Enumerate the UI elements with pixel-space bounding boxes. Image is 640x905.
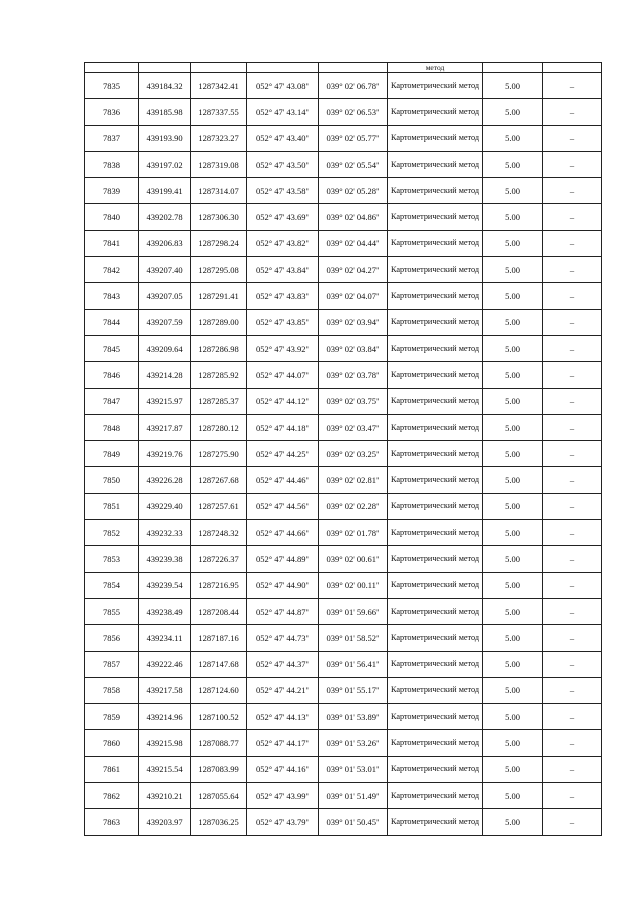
cell-method: Картометрический метод [388, 335, 483, 361]
cell-method: Картометрический метод [388, 283, 483, 309]
cell-y: 1287306.30 [191, 204, 247, 230]
cell-latitude: 052° 47' 43.84" [247, 257, 319, 283]
cell-longitude: 039° 02' 06.53" [319, 99, 388, 125]
cell-method: Картометрический метод [388, 467, 483, 493]
cell-error: 5.00 [483, 362, 543, 388]
cell-y: 1287088.77 [191, 730, 247, 756]
cell-x: 439214.28 [139, 362, 191, 388]
cell-y: 1287319.08 [191, 151, 247, 177]
table-row [85, 151, 602, 177]
cell-longitude: 039° 01' 50.45" [319, 809, 388, 835]
cell-method: Картометрический метод [388, 414, 483, 440]
cell-longitude: 039° 02' 06.78" [319, 73, 388, 99]
cell-y: 1287208.44 [191, 598, 247, 624]
cell-longitude: 039° 02' 05.77" [319, 125, 388, 151]
cell-x: 439214.96 [139, 704, 191, 730]
cell-y: 1287036.25 [191, 809, 247, 835]
cell-x: 439185.98 [139, 99, 191, 125]
cell-x: 439207.05 [139, 283, 191, 309]
cell-x: 439217.58 [139, 677, 191, 703]
cell-longitude: 039° 01' 51.49" [319, 783, 388, 809]
cell-note: – [543, 467, 602, 493]
cell-y: 1287100.52 [191, 704, 247, 730]
cell-x: 439197.02 [139, 151, 191, 177]
cell-x: 439206.83 [139, 230, 191, 256]
cell-error: 5.00 [483, 178, 543, 204]
cell-error: 5.00 [483, 783, 543, 809]
cell-y: 1287275.90 [191, 441, 247, 467]
cell-method: Картометрический метод [388, 151, 483, 177]
cell-note [543, 63, 602, 73]
cell-x: 439234.11 [139, 625, 191, 651]
cell-method: Картометрический метод [388, 178, 483, 204]
cell-x: 439207.40 [139, 257, 191, 283]
cell-longitude: 039° 02' 02.81" [319, 467, 388, 493]
table-row [85, 809, 602, 835]
table-row [85, 362, 602, 388]
cell-y [191, 63, 247, 73]
cell-note: – [543, 388, 602, 414]
cell-error: 5.00 [483, 99, 543, 125]
table-row [85, 783, 602, 809]
cell-method: Картометрический метод [388, 809, 483, 835]
cell-error: 5.00 [483, 414, 543, 440]
cell-longitude: 039° 02' 02.28" [319, 493, 388, 519]
cell-latitude: 052° 47' 43.99" [247, 783, 319, 809]
cell-error: 5.00 [483, 730, 543, 756]
cell-longitude [319, 63, 388, 73]
cell-point-number: 7853 [85, 546, 139, 572]
cell-note: – [543, 493, 602, 519]
cell-x: 439215.98 [139, 730, 191, 756]
cell-error: 5.00 [483, 467, 543, 493]
table-row [85, 414, 602, 440]
cell-y: 1287295.08 [191, 257, 247, 283]
table-row [85, 493, 602, 519]
table-row [85, 178, 602, 204]
cell-y: 1287055.64 [191, 783, 247, 809]
cell-note: – [543, 362, 602, 388]
cell-note: – [543, 73, 602, 99]
cell-note: – [543, 309, 602, 335]
cell-y: 1287083.99 [191, 756, 247, 782]
cell-point-number: 7850 [85, 467, 139, 493]
cell-note: – [543, 178, 602, 204]
cell-latitude: 052° 47' 43.79" [247, 809, 319, 835]
cell-method: Картометрический метод [388, 704, 483, 730]
cell-longitude: 039° 02' 03.75" [319, 388, 388, 414]
cell-method: Картометрический метод [388, 230, 483, 256]
cell-y: 1287323.27 [191, 125, 247, 151]
cell-note: – [543, 520, 602, 546]
cell-method: Картометрический метод [388, 651, 483, 677]
cell-error: 5.00 [483, 704, 543, 730]
cell-point-number: 7851 [85, 493, 139, 519]
cell-x [139, 63, 191, 73]
cell-point-number: 7862 [85, 783, 139, 809]
cell-longitude: 039° 01' 53.01" [319, 756, 388, 782]
cell-note: – [543, 335, 602, 361]
cell-longitude: 039° 01' 56.41" [319, 651, 388, 677]
cell-latitude: 052° 47' 44.25" [247, 441, 319, 467]
cell-error: 5.00 [483, 441, 543, 467]
cell-longitude: 039° 02' 00.61" [319, 546, 388, 572]
table-row [85, 730, 602, 756]
cell-y: 1287124.60 [191, 677, 247, 703]
cell-latitude: 052° 47' 43.82" [247, 230, 319, 256]
cell-note: – [543, 204, 602, 230]
cell-longitude: 039° 02' 04.86" [319, 204, 388, 230]
cell-error: 5.00 [483, 677, 543, 703]
cell-note: – [543, 230, 602, 256]
cell-latitude: 052° 47' 44.13" [247, 704, 319, 730]
cell-longitude: 039° 02' 01.78" [319, 520, 388, 546]
cell-longitude: 039° 01' 53.26" [319, 730, 388, 756]
cell-point-number [85, 63, 139, 73]
cell-x: 439217.87 [139, 414, 191, 440]
cell-y: 1287147.68 [191, 651, 247, 677]
cell-latitude: 052° 47' 44.16" [247, 756, 319, 782]
cell-y: 1287314.07 [191, 178, 247, 204]
cell-method: метод [388, 63, 483, 73]
cell-error: 5.00 [483, 283, 543, 309]
table-row [85, 625, 602, 651]
cell-latitude: 052° 47' 44.17" [247, 730, 319, 756]
cell-note: – [543, 546, 602, 572]
cell-y: 1287257.61 [191, 493, 247, 519]
cell-note: – [543, 151, 602, 177]
cell-method: Картометрический метод [388, 520, 483, 546]
cell-longitude: 039° 02' 04.07" [319, 283, 388, 309]
cell-latitude: 052° 47' 43.83" [247, 283, 319, 309]
cell-note: – [543, 730, 602, 756]
cell-longitude: 039° 01' 58.52" [319, 625, 388, 651]
cell-y: 1287267.68 [191, 467, 247, 493]
cell-note: – [543, 572, 602, 598]
cell-error: 5.00 [483, 546, 543, 572]
table-row [85, 335, 602, 361]
cell-point-number: 7849 [85, 441, 139, 467]
table-row [85, 257, 602, 283]
table-row [85, 572, 602, 598]
cell-point-number: 7858 [85, 677, 139, 703]
cell-method: Картометрический метод [388, 572, 483, 598]
cell-x: 439184.32 [139, 73, 191, 99]
cell-x: 439219.76 [139, 441, 191, 467]
cell-method: Картометрический метод [388, 493, 483, 519]
cell-point-number: 7855 [85, 598, 139, 624]
cell-error: 5.00 [483, 572, 543, 598]
cell-point-number: 7856 [85, 625, 139, 651]
cell-method: Картометрический метод [388, 783, 483, 809]
cell-latitude: 052° 47' 43.08" [247, 73, 319, 99]
cell-note: – [543, 99, 602, 125]
cell-error: 5.00 [483, 651, 543, 677]
table-row [85, 467, 602, 493]
cell-longitude: 039° 01' 55.17" [319, 677, 388, 703]
cell-point-number: 7838 [85, 151, 139, 177]
cell-method: Картометрический метод [388, 362, 483, 388]
cell-method: Картометрический метод [388, 73, 483, 99]
cell-note: – [543, 257, 602, 283]
cell-x: 439226.28 [139, 467, 191, 493]
cell-longitude: 039° 01' 53.89" [319, 704, 388, 730]
cell-note: – [543, 704, 602, 730]
cell-point-number: 7861 [85, 756, 139, 782]
cell-point-number: 7845 [85, 335, 139, 361]
coordinates-table [84, 62, 602, 836]
cell-method: Картометрический метод [388, 677, 483, 703]
cell-x: 439209.64 [139, 335, 191, 361]
cell-longitude: 039° 02' 03.94" [319, 309, 388, 335]
cell-error: 5.00 [483, 388, 543, 414]
cell-y: 1287216.95 [191, 572, 247, 598]
cell-point-number: 7852 [85, 520, 139, 546]
cell-error: 5.00 [483, 230, 543, 256]
cell-method: Картометрический метод [388, 309, 483, 335]
cell-latitude: 052° 47' 44.21" [247, 677, 319, 703]
cell-y: 1287286.98 [191, 335, 247, 361]
cell-point-number: 7857 [85, 651, 139, 677]
cell-point-number: 7847 [85, 388, 139, 414]
cell-longitude: 039° 02' 04.44" [319, 230, 388, 256]
cell-y: 1287289.00 [191, 309, 247, 335]
cell-latitude: 052° 47' 43.14" [247, 99, 319, 125]
cell-error: 5.00 [483, 151, 543, 177]
cell-error [483, 63, 543, 73]
table-row [85, 99, 602, 125]
cell-longitude: 039° 02' 05.54" [319, 151, 388, 177]
table-body [85, 63, 602, 836]
cell-x: 439238.49 [139, 598, 191, 624]
cell-y: 1287298.24 [191, 230, 247, 256]
cell-latitude: 052° 47' 44.12" [247, 388, 319, 414]
cell-note: – [543, 414, 602, 440]
cell-point-number: 7848 [85, 414, 139, 440]
table-row [85, 520, 602, 546]
cell-note: – [543, 783, 602, 809]
cell-x: 439229.40 [139, 493, 191, 519]
cell-longitude: 039° 02' 00.11" [319, 572, 388, 598]
cell-longitude: 039° 02' 05.28" [319, 178, 388, 204]
table-row [85, 598, 602, 624]
cell-x: 439222.46 [139, 651, 191, 677]
cell-point-number: 7843 [85, 283, 139, 309]
cell-note: – [543, 756, 602, 782]
cell-method: Картометрический метод [388, 625, 483, 651]
cell-latitude: 052° 47' 43.58" [247, 178, 319, 204]
table-row [85, 651, 602, 677]
cell-note: – [543, 283, 602, 309]
cell-error: 5.00 [483, 598, 543, 624]
cell-y: 1287337.55 [191, 99, 247, 125]
table-row [85, 756, 602, 782]
cell-x: 439199.41 [139, 178, 191, 204]
cell-note: – [543, 625, 602, 651]
cell-x: 439239.54 [139, 572, 191, 598]
cell-point-number: 7859 [85, 704, 139, 730]
table-row [85, 677, 602, 703]
cell-error: 5.00 [483, 335, 543, 361]
cell-x: 439232.33 [139, 520, 191, 546]
cell-longitude: 039° 01' 59.66" [319, 598, 388, 624]
cell-longitude: 039° 02' 03.25" [319, 441, 388, 467]
cell-x: 439215.54 [139, 756, 191, 782]
cell-point-number: 7835 [85, 73, 139, 99]
cell-error: 5.00 [483, 204, 543, 230]
cell-y: 1287280.12 [191, 414, 247, 440]
cell-x: 439215.97 [139, 388, 191, 414]
cell-method: Картометрический метод [388, 257, 483, 283]
cell-error: 5.00 [483, 520, 543, 546]
cell-x: 439239.38 [139, 546, 191, 572]
cell-point-number: 7836 [85, 99, 139, 125]
cell-point-number: 7844 [85, 309, 139, 335]
table-row [85, 388, 602, 414]
cell-point-number: 7846 [85, 362, 139, 388]
table-row [85, 204, 602, 230]
cell-longitude: 039° 02' 04.27" [319, 257, 388, 283]
cell-point-number: 7842 [85, 257, 139, 283]
cell-note: – [543, 809, 602, 835]
table-row [85, 73, 602, 99]
cell-latitude [247, 63, 319, 73]
cell-error: 5.00 [483, 625, 543, 651]
cell-error: 5.00 [483, 257, 543, 283]
table-row [85, 309, 602, 335]
cell-x: 439207.59 [139, 309, 191, 335]
cell-note: – [543, 651, 602, 677]
cell-latitude: 052° 47' 43.69" [247, 204, 319, 230]
cell-method: Картометрический метод [388, 441, 483, 467]
table-row [85, 230, 602, 256]
cell-latitude: 052° 47' 44.37" [247, 651, 319, 677]
cell-point-number: 7837 [85, 125, 139, 151]
cell-point-number: 7841 [85, 230, 139, 256]
cell-x: 439193.90 [139, 125, 191, 151]
cell-point-number: 7839 [85, 178, 139, 204]
table-row [85, 704, 602, 730]
cell-latitude: 052° 47' 44.66" [247, 520, 319, 546]
cell-point-number: 7854 [85, 572, 139, 598]
cell-latitude: 052° 47' 44.46" [247, 467, 319, 493]
cell-latitude: 052° 47' 44.89" [247, 546, 319, 572]
cell-latitude: 052° 47' 43.85" [247, 309, 319, 335]
cell-longitude: 039° 02' 03.47" [319, 414, 388, 440]
cell-method: Картометрический метод [388, 125, 483, 151]
cell-error: 5.00 [483, 125, 543, 151]
cell-latitude: 052° 47' 44.18" [247, 414, 319, 440]
cell-y: 1287187.16 [191, 625, 247, 651]
table-row [85, 546, 602, 572]
cell-point-number: 7840 [85, 204, 139, 230]
cell-y: 1287285.92 [191, 362, 247, 388]
cell-method: Картометрический метод [388, 204, 483, 230]
cell-method: Картометрический метод [388, 546, 483, 572]
cell-error: 5.00 [483, 309, 543, 335]
cell-x: 439203.97 [139, 809, 191, 835]
cell-y: 1287248.32 [191, 520, 247, 546]
table-row [85, 441, 602, 467]
cell-method: Картометрический метод [388, 99, 483, 125]
cell-latitude: 052° 47' 44.56" [247, 493, 319, 519]
cell-error: 5.00 [483, 809, 543, 835]
cell-note: – [543, 677, 602, 703]
table-row-continued [85, 63, 602, 73]
cell-latitude: 052° 47' 43.40" [247, 125, 319, 151]
cell-point-number: 7860 [85, 730, 139, 756]
cell-note: – [543, 441, 602, 467]
cell-note: – [543, 125, 602, 151]
cell-y: 1287291.41 [191, 283, 247, 309]
cell-y: 1287226.37 [191, 546, 247, 572]
cell-latitude: 052° 47' 44.87" [247, 598, 319, 624]
cell-latitude: 052° 47' 43.50" [247, 151, 319, 177]
cell-method: Картометрический метод [388, 730, 483, 756]
cell-error: 5.00 [483, 493, 543, 519]
cell-error: 5.00 [483, 73, 543, 99]
cell-x: 439210.21 [139, 783, 191, 809]
cell-note: – [543, 598, 602, 624]
cell-error: 5.00 [483, 756, 543, 782]
cell-latitude: 052° 47' 44.07" [247, 362, 319, 388]
table-row [85, 125, 602, 151]
cell-longitude: 039° 02' 03.78" [319, 362, 388, 388]
cell-latitude: 052° 47' 43.92" [247, 335, 319, 361]
cell-longitude: 039° 02' 03.84" [319, 335, 388, 361]
cell-y: 1287285.37 [191, 388, 247, 414]
cell-point-number: 7863 [85, 809, 139, 835]
cell-x: 439202.78 [139, 204, 191, 230]
table-row [85, 283, 602, 309]
cell-method: Картометрический метод [388, 598, 483, 624]
cell-method: Картометрический метод [388, 756, 483, 782]
cell-y: 1287342.41 [191, 73, 247, 99]
cell-method: Картометрический метод [388, 388, 483, 414]
cell-latitude: 052° 47' 44.90" [247, 572, 319, 598]
cell-latitude: 052° 47' 44.73" [247, 625, 319, 651]
